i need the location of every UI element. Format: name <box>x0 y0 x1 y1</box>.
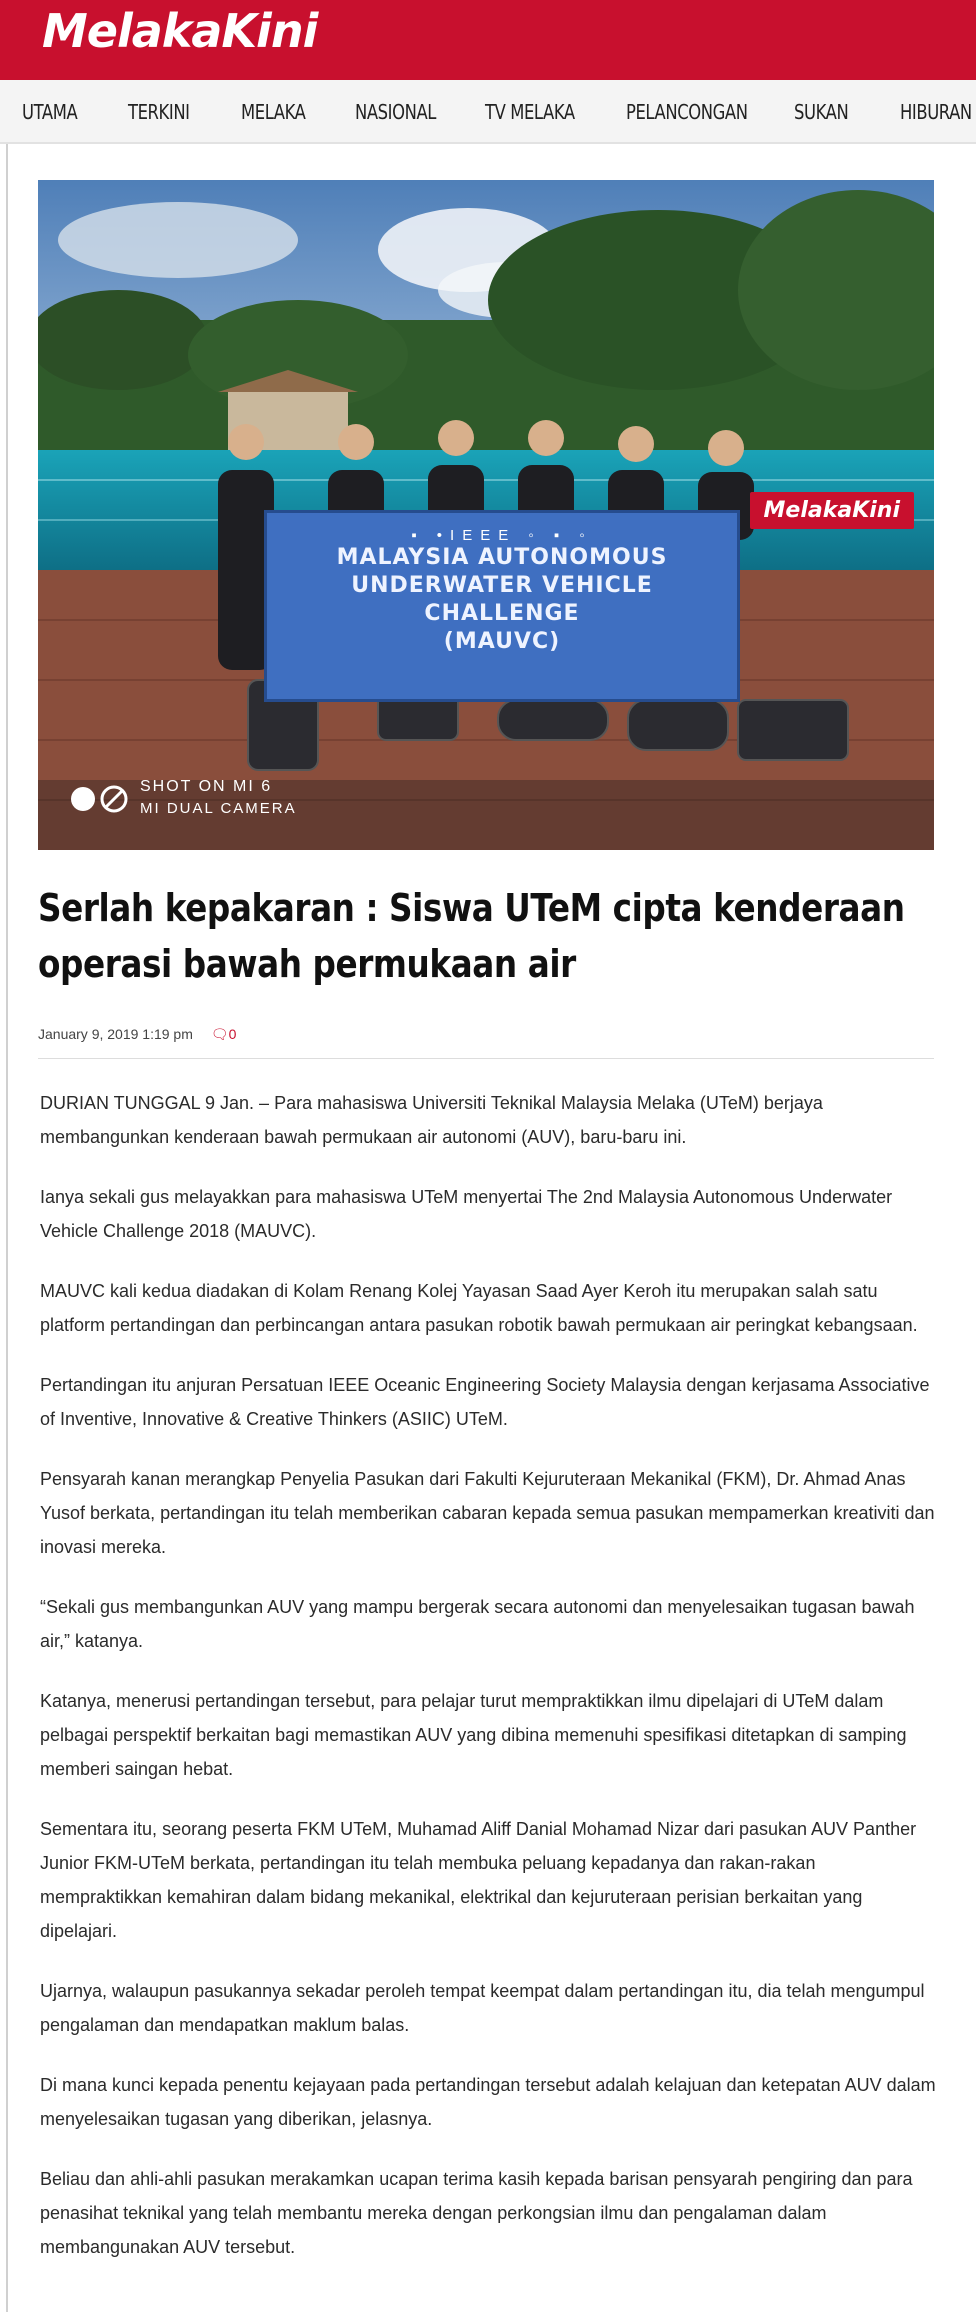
article-paragraph: Pertandingan itu anjuran Persatuan IEEE Oceanic Engineering Society Malaysia dengan kerjasama Associative of Inventive, Innovative & Creative Thinkers (ASIIC) UTeM. <box>40 1375 930 1429</box>
nav-item-terkini[interactable]: TERKINI <box>128 100 190 124</box>
title-divider <box>38 1058 934 1059</box>
comment-count-link[interactable] <box>211 1026 237 1042</box>
nav-item-melaka[interactable]: MELAKA <box>241 100 306 124</box>
comment-icon: 🗨︎ <box>210 1026 229 1042</box>
nav-item-utama[interactable]: UTAMA <box>22 100 78 124</box>
page-border <box>6 144 8 2312</box>
hero-watermark-logo: MelakaKini <box>750 492 914 529</box>
article-paragraph: Ujarnya, walaupun pasukannya sekadar peroleh tempat keempat dalam pertandingan itu, dia telah mengumpul pengalaman dan mendapatkan maklum balas. <box>40 1981 925 2035</box>
banner-line-4: (MAUVC) <box>443 629 561 654</box>
article-paragraph: “Sekali gus membangunkan AUV yang mampu bergerak secara autonomi dan menyelesaikan tugasan bawah air,” katanya. <box>40 1597 915 1651</box>
article-paragraph: DURIAN TUNGGAL 9 Jan. – Para mahasiswa Universiti Teknikal Malaysia Melaka (UTeM) berjaya membangunkan kenderaan bawah permukaan air autonomi (AUV), baru-baru ini. <box>40 1093 823 1147</box>
nav-item-tv-melaka[interactable]: TV MELAKA <box>485 100 575 124</box>
hero-banner <box>264 510 740 702</box>
article-paragraph: Di mana kunci kepada penentu kejayaan pada pertandingan tersebut adalah kelajuan dan ketepatan AUV dalam menyelesaikan tugasan yang diberikan, jelasnya. <box>40 2075 936 2129</box>
article-paragraph: Sementara itu, seorang peserta FKM UTeM, Muhamad Aliff Danial Mohamad Nizar dari pasukan AUV Panther Junior FKM-UTeM berkata, pertandingan itu telah membuka peluang kepadanya dan rakan-rakan mempraktikkan kemahiran dalam bidang mekanikal, elektrikal dan kejuruteraan perisian berkaitan yang dipelajari. <box>40 1819 917 1941</box>
camera-circles-icon <box>68 784 134 814</box>
article-body <box>40 1086 936 2290</box>
site-logo[interactable]: MelakaKini <box>42 4 318 58</box>
article-date: January 9, 2019 1:19 pm <box>38 1026 193 1042</box>
banner-line-2: UNDERWATER VEHICLE <box>351 573 653 598</box>
nav-item-sukan[interactable]: SUKAN <box>794 100 849 124</box>
article-paragraph: Ianya sekali gus melayakkan para mahasiswa UTeM menyertai The 2nd Malaysia Autonomous Underwater Vehicle Challenge 2018 (MAUVC). <box>40 1187 893 1241</box>
banner-line-1: MALAYSIA AUTONOMOUS <box>336 545 668 570</box>
article-paragraph: Pensyarah kanan merangkap Penyelia Pasukan dari Fakulti Kejuruteraan Mekanikal (FKM), Dr. Ahmad Anas Yusof berkata, pertandingan itu telah memberikan cabaran kepada semua pasukan mempamerkan kreativiti dan inovasi mereka. <box>40 1469 935 1557</box>
article-paragraph: Katanya, menerusi pertandingan tersebut, para pelajar turut mempraktikkan ilmu dipelajari di UTeM dalam pelbagai perspektif berkaitan bagi memastikan AUV yang dibina memenuhi spesifikasi ditetapkan di samping memberi saingan hebat. <box>40 1691 907 1779</box>
nav-item-nasional[interactable]: NASIONAL <box>355 100 436 124</box>
shot-on-text: SHOT ON MI 6 <box>140 778 273 795</box>
article-paragraph: Beliau dan ahli-ahli pasukan merakamkan ucapan terima kasih kepada barisan pensyarah pengiring dan para penasihat teknikal yang telah membantu mereka dengan perkongsian ilmu dan pengalaman dalam membangunakan AUV tersebut. <box>40 2169 913 2257</box>
banner-sponsor-logos: ▪ •IEEE ◦ ▪ ◦ <box>411 527 593 544</box>
hero-image <box>38 180 934 850</box>
article-meta <box>38 1026 236 1043</box>
camera-model-text: MI DUAL CAMERA <box>140 800 297 817</box>
nav-item-hiburan[interactable]: HIBURAN <box>900 100 972 124</box>
article-paragraph: MAUVC kali kedua diadakan di Kolam Renang Kolej Yayasan Saad Ayer Keroh itu merupakan salah satu platform pertandingan dan perbincangan antara pasukan robotik bawah permukaan air peringkat kebangsaan. <box>40 1281 918 1335</box>
banner-line-3: CHALLENGE <box>424 601 580 626</box>
site-header <box>0 0 976 80</box>
article-title: Serlah kepakaran : Siswa UTeM cipta kenderaan operasi bawah permukaan air <box>38 886 905 986</box>
main-nav <box>0 80 976 144</box>
nav-item-pelancongan[interactable]: PELANCONGAN <box>626 100 748 124</box>
comment-count: 0 <box>228 1026 237 1042</box>
